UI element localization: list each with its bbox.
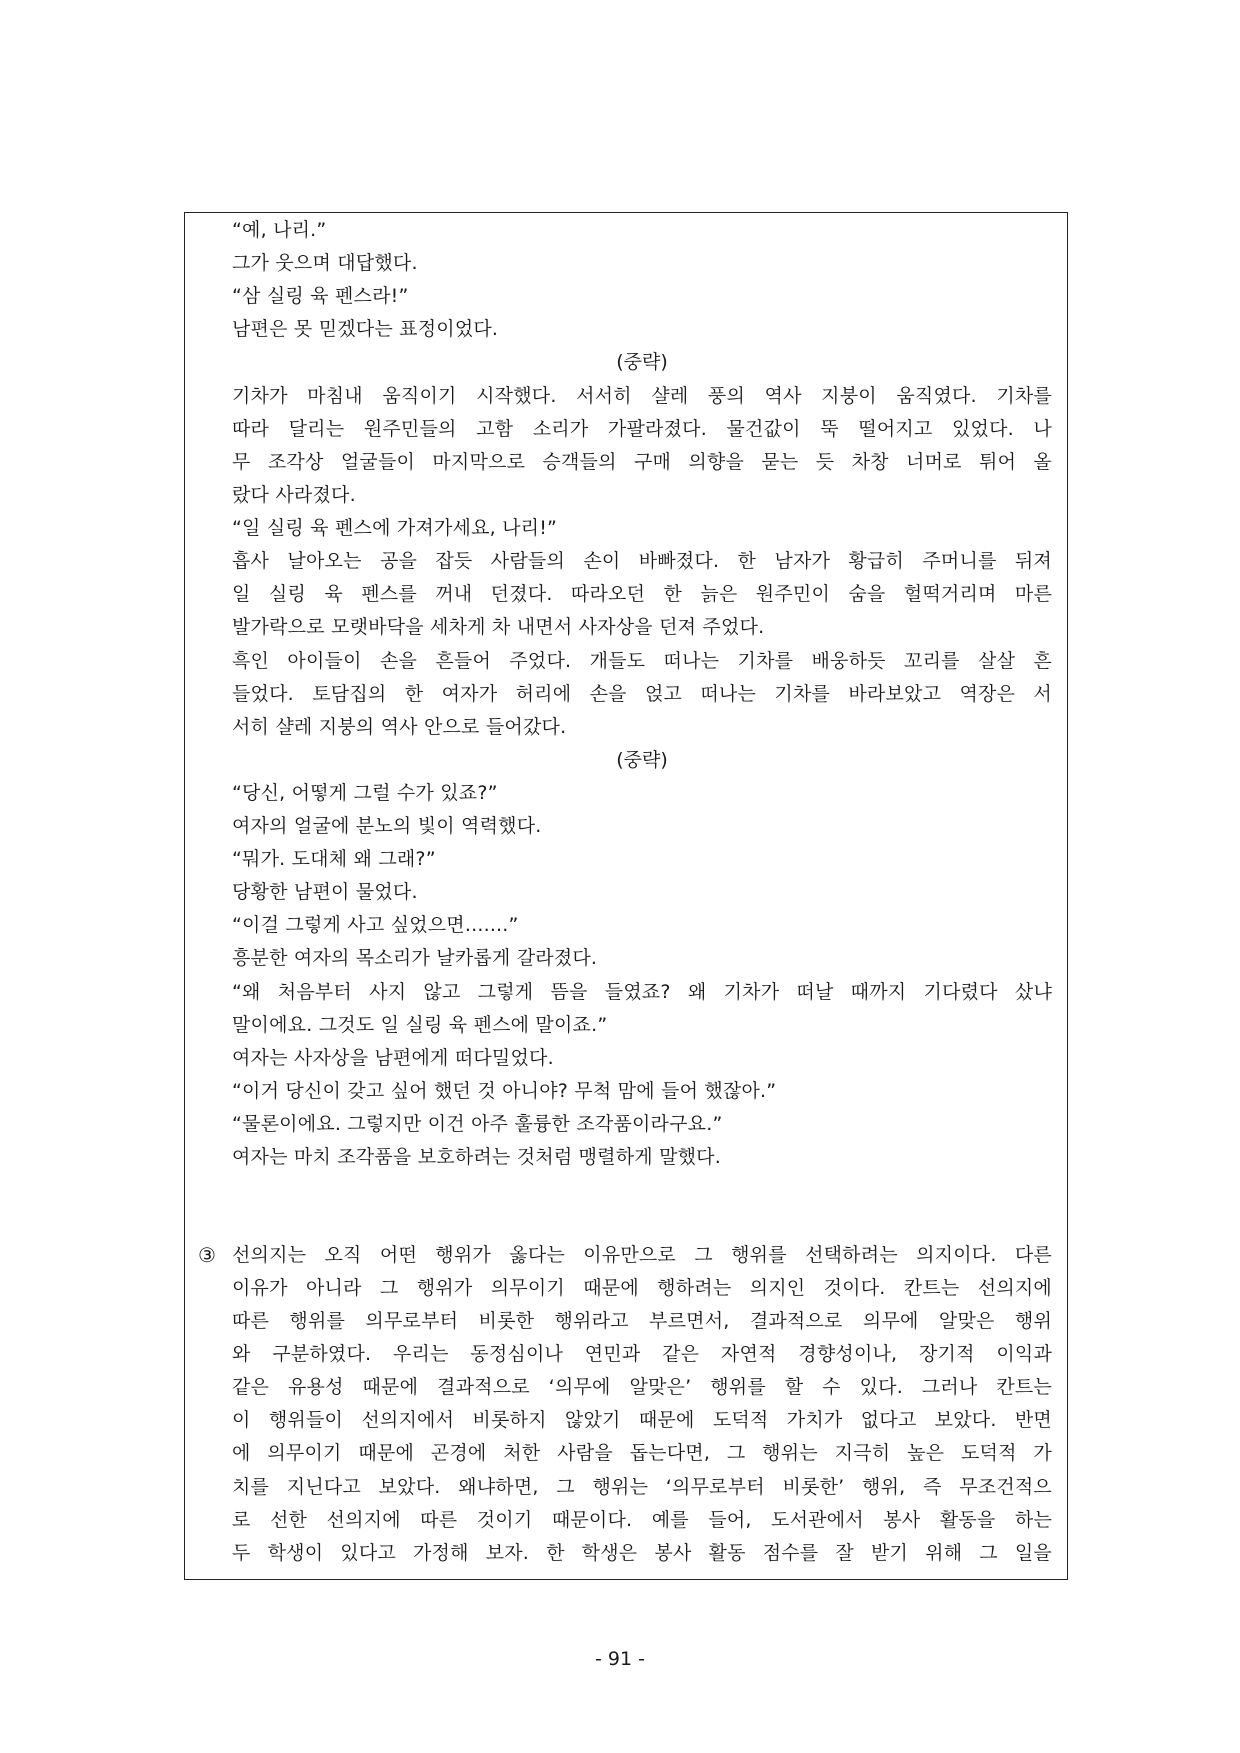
story-line: “물론이에요. 그렇지만 이건 아주 훌륭한 조각품이라구요.”: [232, 1113, 723, 1135]
item-number-marker: ③: [198, 1243, 216, 1267]
story-line: 들었다. 토담집의 한 여자가 허리에 손을 얹고 떠나는 기차를 바라보았고 역장은 서: [232, 683, 1052, 705]
story-line: 일 실링 육 펜스를 꺼내 던졌다. 따라오던 한 늙은 원주민이 숨을 헐떡거리며 마른: [232, 583, 1052, 605]
story-line: 여자는 마치 조각품을 보호하려는 것처럼 맹렬하게 말했다.: [232, 1146, 721, 1168]
story-line: 발가락으로 모랫바닥을 세차게 차 내면서 사자상을 던져 주었다.: [232, 616, 765, 638]
essay-line: 에 의무이기 때문에 곤경에 처한 사람을 돕는다면, 그 행위는 지극히 높은 도덕적 가: [232, 1442, 1052, 1464]
story-line: “삼 실링 육 펜스라!”: [232, 285, 409, 307]
essay-line: 와 구분하였다. 우리는 동정심이나 연민과 같은 자연적 경향성이나, 장기적 이익과: [232, 1343, 1052, 1365]
essay-line: 같은 유용성 때문에 결과적으로 ‘의무에 알맞은’ 행위를 할 수 있다. 그러나 칸트는: [232, 1376, 1052, 1398]
story-line: 기차가 마침내 움직이기 시작했다. 서서히 샬레 풍의 역사 지붕이 움직였다. 기차를: [232, 385, 1052, 407]
story-line: “일 실링 육 펜스에 가져가세요, 나리!”: [232, 517, 558, 539]
story-line: “뭐가. 도대체 왜 그래?”: [232, 848, 436, 870]
omission-marker: (중략): [616, 749, 668, 771]
story-line: “이걸 그렇게 사고 싶었으면.......”: [232, 914, 519, 936]
story-line: 따라 달리는 원주민들의 고함 소리가 가팔라졌다. 물건값이 뚝 떨어지고 있었다. 나: [232, 418, 1052, 440]
essay-line: 따른 행위를 의무로부터 비롯한 행위라고 부르면서, 결과적으로 의무에 알맞은 행위: [232, 1310, 1052, 1332]
story-line: 흡사 날아오는 공을 잡듯 사람들의 손이 바빠졌다. 한 남자가 황급히 주머니를 뒤져: [232, 550, 1052, 572]
omission-marker: (중략): [616, 351, 668, 373]
essay-line: 로 선한 선의지에 따른 것이기 때문이다. 예를 들어, 도서관에서 봉사 활동을 하는: [232, 1509, 1052, 1531]
essay-line: 치를 지닌다고 보았다. 왜냐하면, 그 행위는 ‘의무로부터 비롯한’ 행위, 즉 무조건적으: [232, 1476, 1052, 1498]
story-line: 랐다 사라졌다.: [232, 484, 356, 506]
story-line: 그가 웃으며 대답했다.: [232, 252, 418, 274]
story-line: “당신, 어떻게 그럴 수가 있죠?”: [232, 782, 498, 804]
story-line: “왜 처음부터 사지 않고 그렇게 뜸을 들였죠? 왜 기차가 떠날 때까지 기다렸다 샀냐: [232, 981, 1052, 1003]
page-number: - 91 -: [595, 1648, 645, 1670]
story-line: 무 조각상 얼굴들이 마지막으로 승객들의 구매 의향을 묻는 듯 차창 너머로 튀어 올: [232, 451, 1052, 473]
essay-line: 이유가 아니라 그 행위가 의무이기 때문에 행하려는 의지인 것이다. 칸트는 선의지에: [232, 1277, 1052, 1299]
essay-line: 이 행위들이 선의지에서 비롯하지 않았기 때문에 도덕적 가치가 없다고 보았다. 반면: [232, 1409, 1052, 1431]
story-line: 당황한 남편이 물었다.: [232, 881, 418, 903]
story-line: 서히 샬레 지붕의 역사 안으로 들어갔다.: [232, 716, 567, 738]
story-line: 여자의 얼굴에 분노의 빛이 역력했다.: [232, 815, 542, 837]
story-line: “예, 나리.”: [232, 219, 327, 241]
story-line: “이거 당신이 갖고 싶어 했던 것 아니야? 무척 맘에 들어 했잖아.”: [232, 1080, 777, 1102]
essay-line: 선의지는 오직 어떤 행위가 옳다는 이유만으로 그 행위를 선택하려는 의지이다. 다른: [232, 1244, 1052, 1266]
story-line: 여자는 사자상을 남편에게 떠다밀었다.: [232, 1047, 554, 1069]
story-line: 흑인 아이들이 손을 흔들어 주었다. 개들도 떠나는 기차를 배웅하듯 꼬리를 살살 흔: [232, 650, 1052, 672]
story-line: 남편은 못 믿겠다는 표정이었다.: [232, 318, 499, 340]
essay-line: 두 학생이 있다고 가정해 보자. 한 학생은 봉사 활동 점수를 잘 받기 위해 그 일을: [232, 1542, 1052, 1564]
story-line: 흥분한 여자의 목소리가 날카롭게 갈라졌다.: [232, 947, 598, 969]
story-line: 말이에요. 그것도 일 실링 육 펜스에 말이죠.”: [232, 1014, 608, 1036]
